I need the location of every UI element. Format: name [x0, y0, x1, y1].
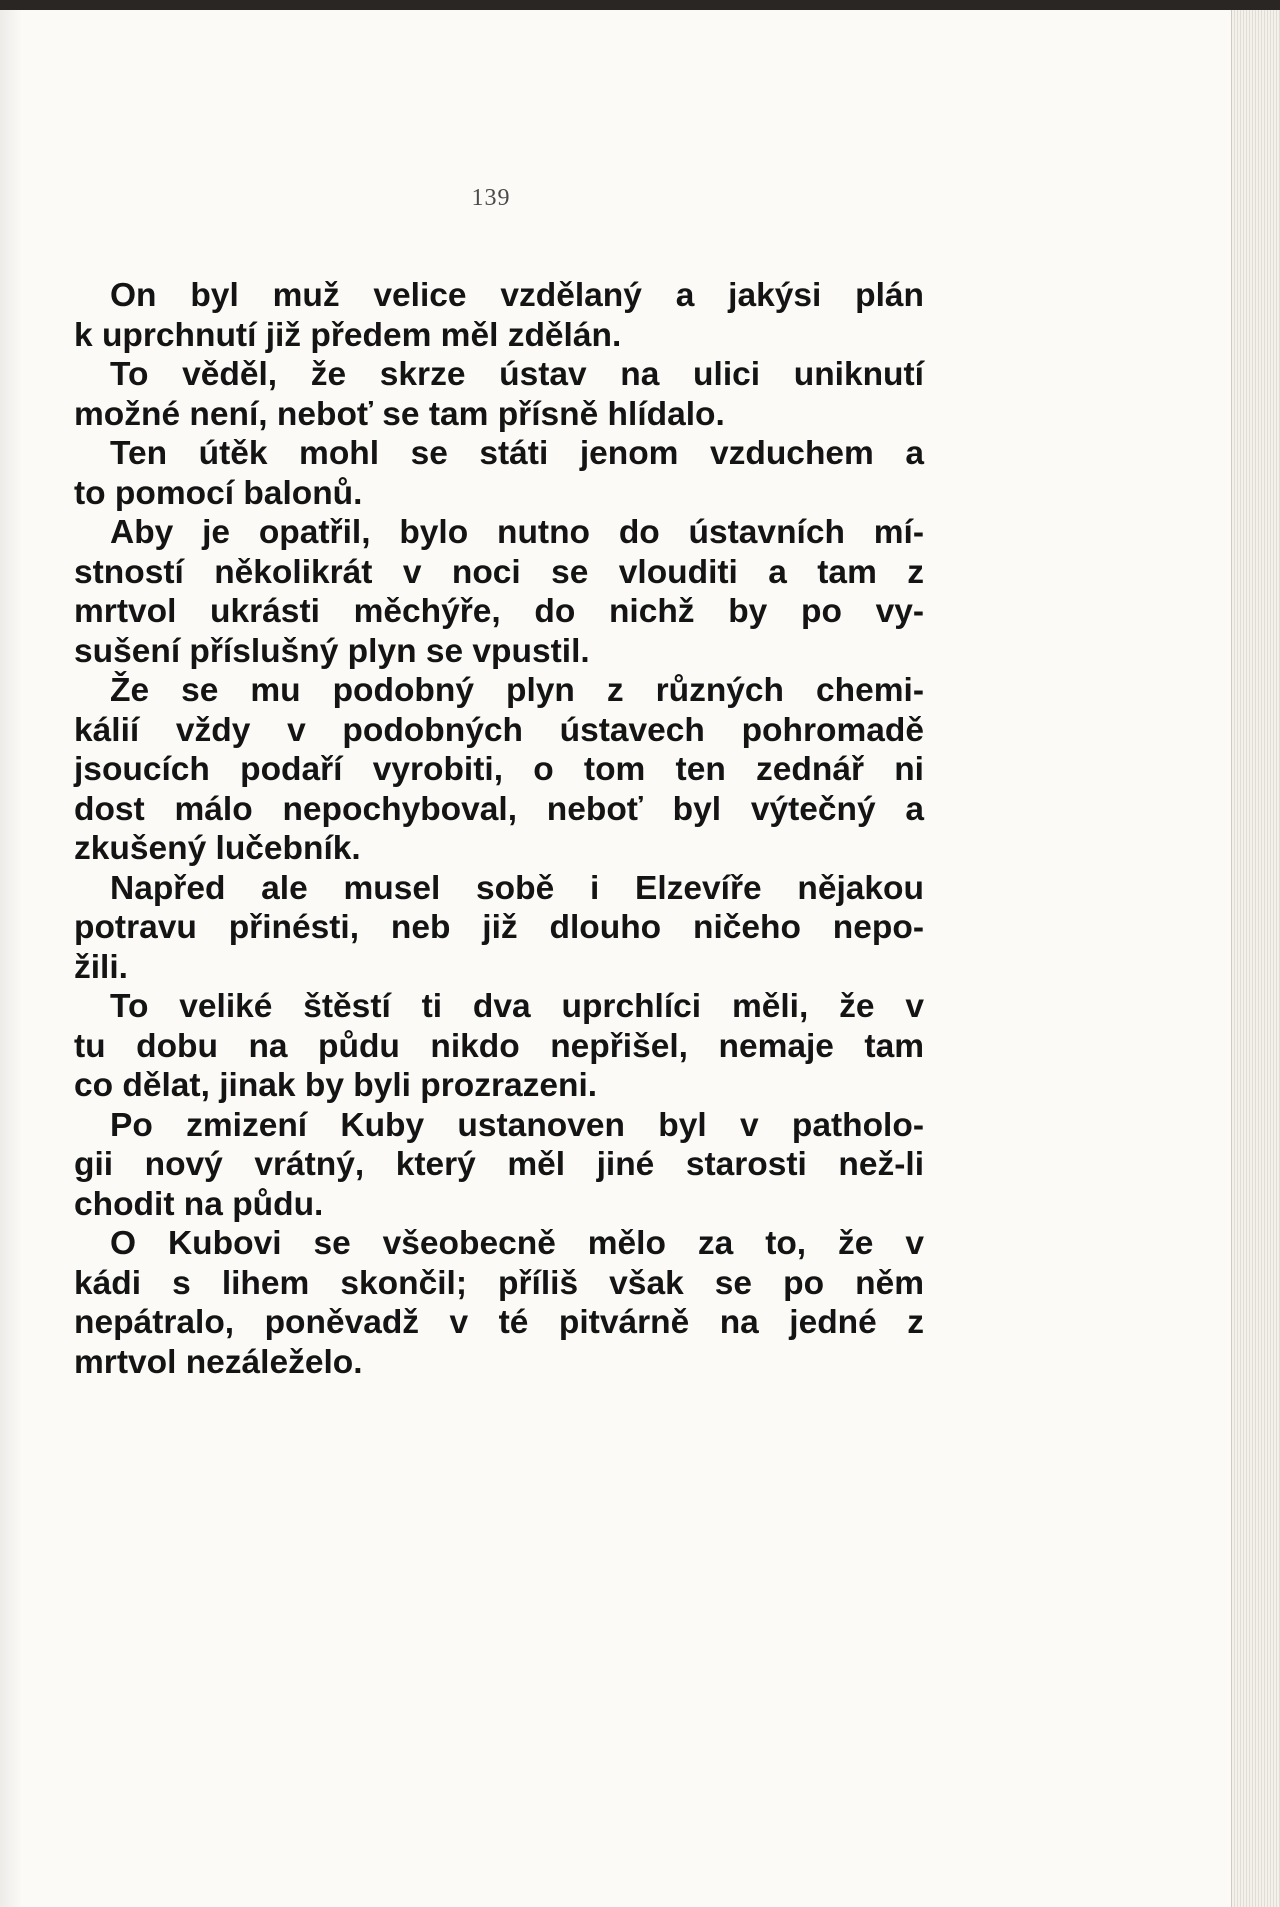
- text-line: sušení příslušný plyn se vpustil.: [74, 632, 590, 670]
- text-line: mrtvol ukrásti měchýře, do nichž by po vy-: [74, 593, 924, 630]
- text-line: jsoucích podaří vyrobiti, o tom ten zednář ni: [74, 751, 924, 788]
- paragraph: [74, 434, 924, 513]
- text-line: stností několikrát v noci se vlouditi a tam z: [74, 553, 924, 591]
- text-line: potravu přinésti, neb již dlouho ničeho nepo-: [74, 909, 924, 946]
- paragraph: [74, 1224, 924, 1382]
- text-line: Že se mu podobný plyn z různých chemi-: [110, 672, 924, 709]
- text-line: Napřed ale musel sobě i Elzevíře nějakou: [110, 869, 924, 907]
- paragraph: [74, 355, 924, 434]
- text-line: nepátralo, poněvadž v té pitvárně na jedné z: [74, 1304, 924, 1341]
- text-line: možné není, neboť se tam přísně hlídalo.: [74, 395, 725, 433]
- text-line: mrtvol nezáleželo.: [74, 1343, 363, 1381]
- text-line: to pomocí balonů.: [74, 474, 363, 512]
- page-edges: [1231, 10, 1280, 1907]
- text-line: co dělat, jinak by byli prozrazeni.: [74, 1067, 598, 1104]
- book-page: [0, 10, 1232, 1907]
- paragraph: [74, 276, 924, 355]
- text-line: žili.: [74, 948, 128, 986]
- paragraph: [74, 513, 924, 671]
- text-line: Aby je opatřil, bylo nutno do ústavních mí-: [110, 514, 924, 551]
- paragraph: [74, 671, 924, 869]
- page-number: 139: [471, 185, 511, 211]
- text-line: To věděl, že skrze ústav na ulici uniknutí: [110, 356, 924, 393]
- page-gutter-shadow: [0, 10, 22, 1907]
- paragraph: [74, 987, 924, 1106]
- text-line: On byl muž velice vzdělaný a jakýsi plán: [110, 277, 924, 314]
- text-line: To veliké štěstí ti dva uprchlíci měli, že v: [110, 988, 924, 1025]
- text-line: Ten útěk mohl se státi jenom vzduchem a: [110, 435, 924, 472]
- text-line: kádi s lihem skončil; příliš však se po něm: [74, 1264, 924, 1302]
- paragraph: [74, 1106, 924, 1225]
- text-line: kálií vždy v podobných ústavech pohromadě: [74, 711, 924, 749]
- paragraph: [74, 869, 924, 988]
- text-line: tu dobu na půdu nikdo nepřišel, nemaje tam: [74, 1027, 924, 1065]
- text-line: Po zmizení Kuby ustanoven byl v patholo-: [110, 1106, 924, 1144]
- text-line: chodit na půdu.: [74, 1185, 324, 1223]
- text-line: gii nový vrátný, který měl jiné starosti než-li: [74, 1146, 924, 1183]
- text-line: zkušený lučebník.: [74, 830, 361, 867]
- text-line: O Kubovi se všeobecně mělo za to, že v: [110, 1225, 924, 1262]
- body-text: [74, 276, 924, 1382]
- text-line: dost málo nepochyboval, neboť byl výtečný a: [74, 790, 924, 828]
- text-line: k uprchnutí již předem měl zdělán.: [74, 316, 622, 354]
